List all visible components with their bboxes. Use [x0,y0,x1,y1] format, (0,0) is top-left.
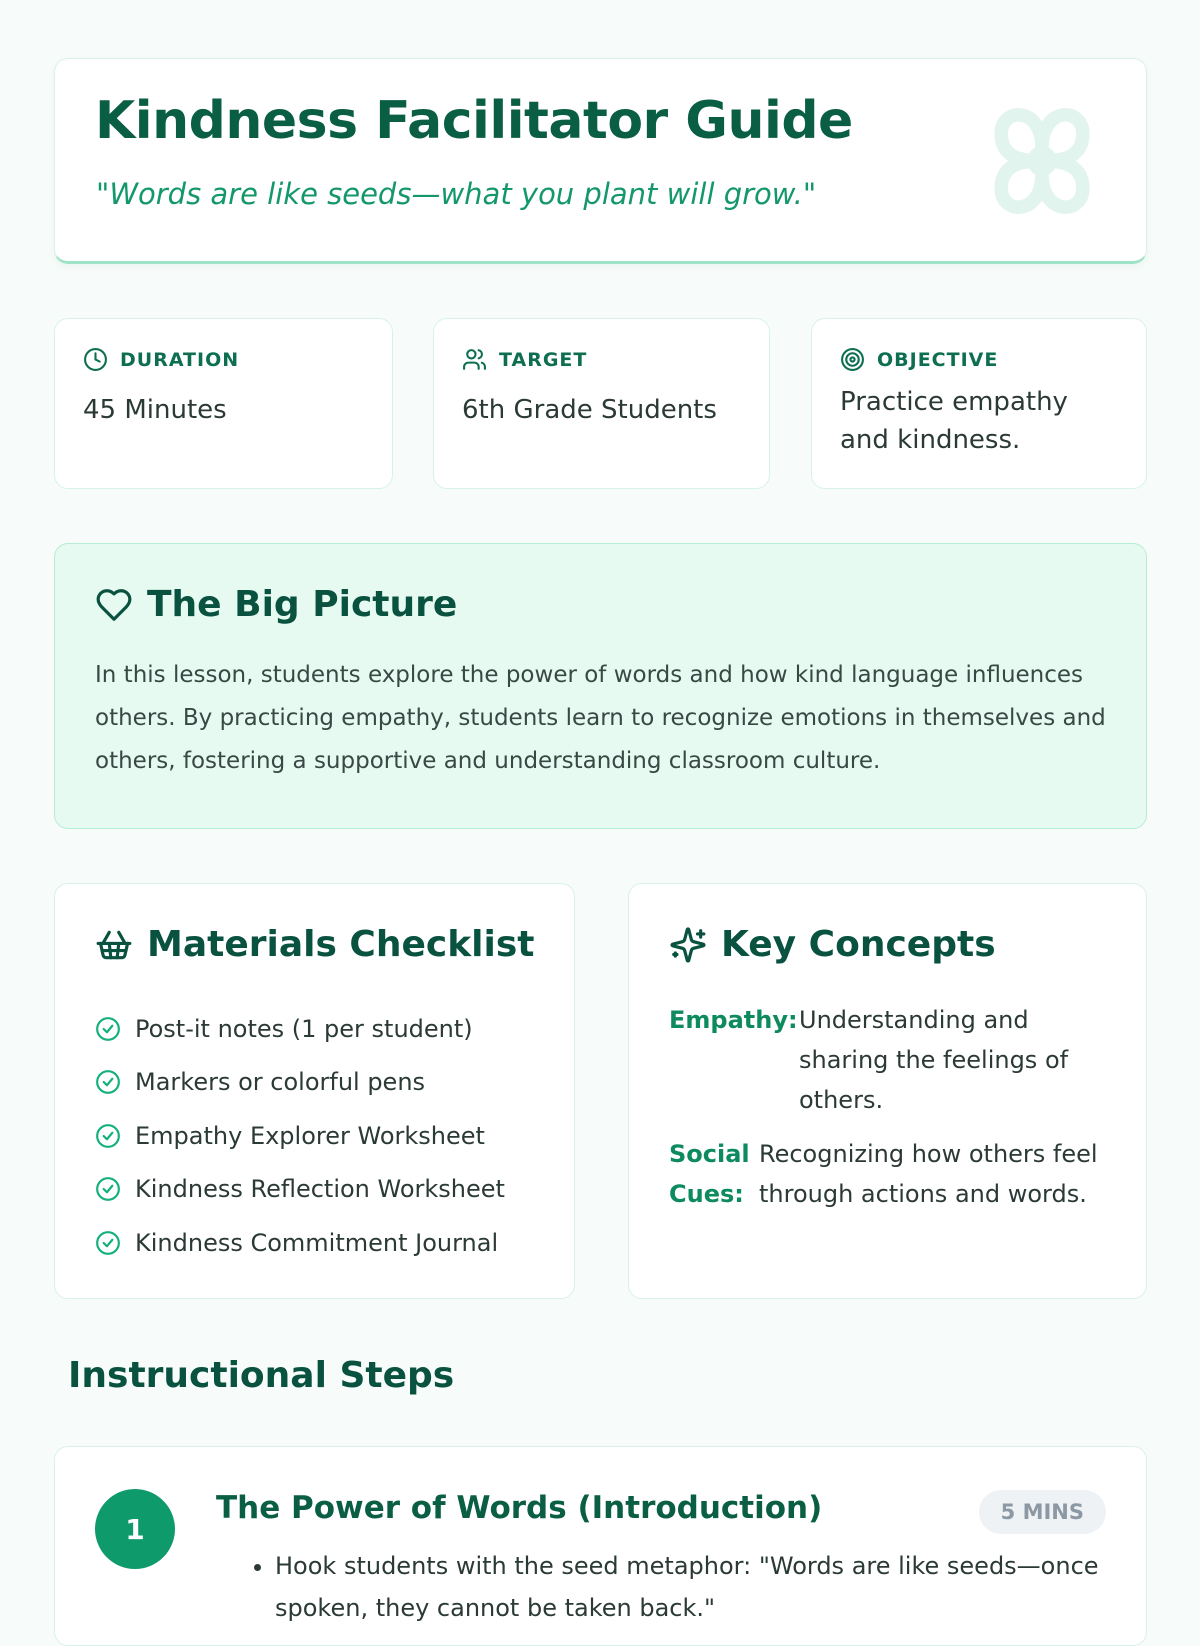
flower-icon [974,93,1110,229]
materials-card [54,883,575,1299]
check-circle-icon [95,1123,121,1149]
check-circle-icon [95,1230,121,1256]
concept-social-cues [669,1134,1116,1214]
info-value-duration: 45 Minutes [83,395,227,425]
info-value-objective: Practice empathy and kindness. [840,387,1068,455]
info-card-duration [54,318,393,489]
users-icon [462,347,487,372]
list-item: Kindness Reflection Worksheet [95,1163,505,1217]
heart-icon [95,586,133,624]
big-picture-text: In this lesson, students explore the power of words and how kind language influences others. By practicing empathy, students learn to recognize emotions in themselves and others, fostering a supportive and understanding classroom culture. [95,662,1106,774]
sparkles-icon [669,926,707,964]
concept-term: Empathy: [669,1006,798,1034]
info-label-duration: DURATION [120,348,240,371]
list-item: Kindness Commitment Journal [95,1216,505,1270]
info-card-target [433,318,770,489]
check-circle-icon [95,1069,121,1095]
concept-empathy [669,1000,1116,1120]
step-card [54,1446,1147,1646]
list-item: Post-it notes (1 per student) [95,1002,505,1056]
materials-list [95,1002,505,1270]
step-bullet: • Hook students with the seed metaphor: "Words are like seeds—once spoken, they cannot be taken back." [275,1545,1106,1629]
check-circle-icon [95,1016,121,1042]
header-card [54,58,1147,264]
basket-icon [95,926,133,964]
list-item: Markers or colorful pens [95,1056,505,1110]
info-value-target: 6th Grade Students [462,395,717,425]
big-picture-card [54,543,1147,829]
step-number: 1 [95,1489,175,1569]
concept-definition: Recognizing how others feel through actions and words. [759,1140,1098,1208]
steps-title: Instructional Steps [68,1355,455,1396]
info-card-objective [811,318,1147,489]
key-concepts-card [628,883,1147,1299]
clock-icon [83,347,108,372]
info-label-objective: OBJECTIVE [877,348,999,371]
step-duration-badge: 5 MINS [979,1490,1106,1534]
key-concepts-title: Key Concepts [721,924,996,965]
step-title: The Power of Words (Introduction) [216,1490,823,1526]
target-icon [840,347,865,372]
step-bullets [245,1545,1106,1629]
concept-definition: Understanding and sharing the feelings of others. [799,1006,1069,1114]
check-circle-icon [95,1176,121,1202]
page-quote: "Words are like seeds—what you plant will grow." [96,177,817,211]
page-title: Kindness Facilitator Guide [95,91,853,151]
list-item: Empathy Explorer Worksheet [95,1109,505,1163]
big-picture-title: The Big Picture [147,584,458,625]
concept-term: Social Cues: [669,1140,750,1208]
info-label-target: TARGET [499,348,588,371]
materials-title: Materials Checklist [147,924,535,965]
